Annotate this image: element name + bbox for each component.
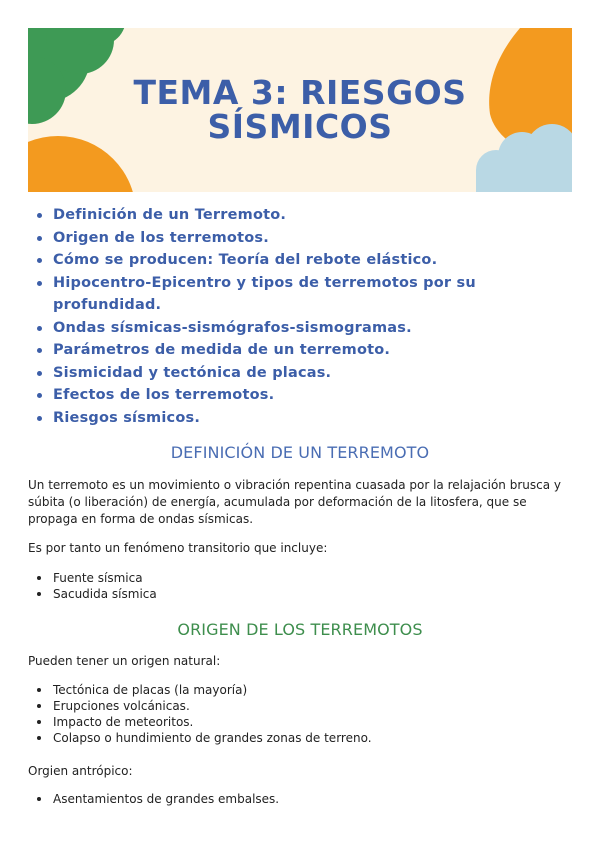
definition-paragraph: Un terremoto es un movimiento o vibración repentina cuasada por la relajación brusca y súbita (o liberación) de energía, acumulada por deformación de la litosfera, que se propaga en forma de ondas sísmicas.	[28, 478, 561, 526]
list-item: Fuente sísmica	[36, 570, 556, 586]
toc-item: Ondas sísmicas-sismógrafos-sismogramas.	[32, 317, 562, 340]
list-item: Colapso o hundimiento de grandes zonas de terreno.	[36, 730, 556, 746]
toc-item: Sismicidad y tectónica de placas.	[32, 362, 562, 385]
page-title-line-1: TEMA 3: RIESGOS	[133, 73, 467, 112]
list-item: Sacudida sísmica	[36, 586, 556, 602]
list-item: Erupciones volcánicas.	[36, 698, 556, 714]
seismic-components-list	[36, 570, 556, 602]
toc-item: Hipocentro-Epicentro y tipos de terremotos por su profundidad.	[32, 272, 562, 317]
orange-circle-left	[28, 136, 136, 192]
list-item: Tectónica de placas (la mayoría)	[36, 682, 556, 698]
list-item: Impacto de meteoritos.	[36, 714, 556, 730]
toc-item: Cómo se producen: Teoría del rebote elástico.	[32, 249, 562, 272]
toc-item: Efectos de los terremotos.	[32, 384, 562, 407]
anthropic-origin-intro: Orgien antrópico:	[28, 764, 133, 778]
toc-item: Parámetros de medida de un terremoto.	[32, 339, 562, 362]
list-item: Asentamientos de grandes embalses.	[36, 791, 556, 807]
toc-item: Riesgos sísmicos.	[32, 407, 562, 430]
anthropic-origin-list	[36, 791, 556, 807]
page-title-line-2: SÍSMICOS	[207, 107, 393, 146]
title-banner	[28, 28, 572, 192]
toc-item: Definición de un Terremoto.	[32, 204, 562, 227]
section-heading-definicion: DEFINICIÓN DE UN TERREMOTO	[170, 443, 430, 462]
table-of-contents	[32, 204, 562, 429]
toc-item: Origen de los terremotos.	[32, 227, 562, 250]
transient-phenomenon-text: Es por tanto un fenómeno transitorio que incluye:	[28, 541, 328, 555]
page-title	[28, 73, 572, 146]
natural-origin-list	[36, 682, 556, 746]
natural-origin-intro: Pueden tener un origen natural:	[28, 654, 221, 668]
section-heading-origen: ORIGEN DE LOS TERREMOTOS	[177, 620, 423, 639]
